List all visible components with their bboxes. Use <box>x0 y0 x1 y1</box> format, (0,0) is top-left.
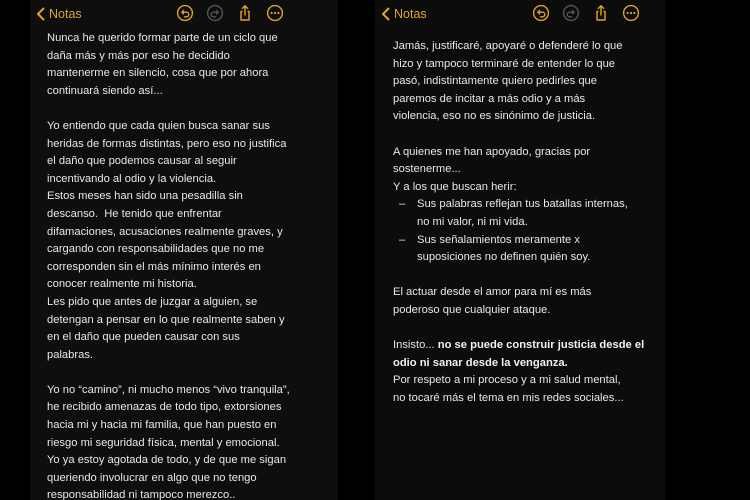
bold-text: odio ni sanar desde la venganza. <box>393 356 568 369</box>
note-line: Les pido que antes de juzgar a alguien, se <box>47 295 258 308</box>
note-body <box>393 38 644 407</box>
note-line: Jamás, justificaré, apoyaré o defenderé lo que <box>393 40 623 52</box>
note-line: incentivando al odio y la violencia. <box>47 172 217 185</box>
note-line: cargando con responsabilidades que no me <box>47 243 265 256</box>
note-line: El actuar desde el amor para mí es más <box>393 286 592 299</box>
note-line: Y a los que buscan herir: <box>393 180 517 193</box>
note-line: palabras. <box>47 348 94 361</box>
note-screen-left <box>30 0 338 500</box>
note-line: heridas de formas distintas, pero eso no justifica <box>47 137 287 150</box>
note-line: corresponden sin el más mínimo interés en <box>47 260 261 273</box>
note-line: mantenerme en silencio, cosa que por ahora <box>47 67 269 80</box>
navigation-bar <box>375 0 665 28</box>
note-line: conocer realmente mi historia. <box>47 278 197 291</box>
note-line: Sus palabras reflejan tus batallas internas, <box>417 198 628 211</box>
note-line: he recibido amenazas de todo tipo, extorsiones <box>47 401 282 414</box>
note-line: hacia mi y hacia mi familia, que han puesto en <box>47 419 277 432</box>
note-line: suposiciones no definen quién soy. <box>417 251 591 264</box>
back-label: Notas <box>394 7 427 21</box>
note-line: Yo ya estoy agotada de todo, y de que me sigan <box>47 454 287 467</box>
back-label: Notas <box>49 7 82 21</box>
note-body <box>47 30 290 500</box>
note-line: el daño que podemos causar al seguir <box>47 155 237 168</box>
note-line: riesgo mi seguridad física, mental y emocional. <box>47 436 280 449</box>
note-screen-right <box>375 0 665 500</box>
share-icon[interactable] <box>236 4 254 22</box>
more-icon[interactable] <box>622 4 640 22</box>
redo-icon[interactable] <box>206 4 224 22</box>
note-line: continuará siendo así... <box>47 84 163 97</box>
note-line: no mi valor, ni mi vida. <box>417 215 528 228</box>
note-line: pasó, indistintamente quiero pedirles que <box>393 75 597 88</box>
undo-icon[interactable] <box>532 4 550 22</box>
navigation-bar <box>30 0 338 28</box>
note-line: paremos de incitar a más odio y a más <box>393 92 586 105</box>
list-item <box>393 196 644 214</box>
note-line: Yo no “camino”, ni mucho menos “vivo tranquila”, <box>47 383 290 396</box>
note-line: Por respeto a mi proceso y a mi salud mental, <box>393 374 621 387</box>
note-line: queriendo involucrar en algo que no tengo <box>47 471 257 484</box>
redo-icon[interactable] <box>562 4 580 22</box>
chevron-left-icon <box>36 7 45 21</box>
share-icon[interactable] <box>592 4 610 22</box>
note-line: hizo y tampoco terminaré de entender lo que <box>393 57 616 70</box>
list-item <box>393 232 644 250</box>
dash-bullet: – <box>399 198 406 211</box>
back-button[interactable] <box>381 5 427 23</box>
note-line: violencia, eso no es sinónimo de justicia. <box>393 110 596 123</box>
note-line <box>393 355 644 373</box>
note-line: Nunca he querido formar parte de un ciclo que <box>47 32 278 44</box>
note-line: Yo entiendo que cada quien busca sanar sus <box>47 119 270 132</box>
bold-text: no se puede construir justicia desde el <box>437 339 645 352</box>
note-line: descanso. He tenido que enfrentar <box>47 207 222 220</box>
note-line: Estos meses han sido una pesadilla sin <box>47 190 243 203</box>
note-line <box>393 337 644 355</box>
note-line: responsabilidad ni tampoco merezco.. <box>47 489 236 500</box>
note-line: no tocaré más el tema en mis redes sociales... <box>393 391 624 404</box>
note-line: daña más y más por eso he decidido <box>47 49 230 62</box>
note-line: poderoso que cualquier ataque. <box>393 303 551 316</box>
note-line: detengan a pensar en lo que realmente saben y <box>47 313 285 326</box>
dash-bullet: – <box>399 233 406 246</box>
note-line: A quienes me han apoyado, gracias por <box>393 145 591 158</box>
back-button[interactable] <box>36 5 82 23</box>
note-line: difamaciones, acusaciones realmente graves, y <box>47 225 283 238</box>
undo-icon[interactable] <box>176 4 194 22</box>
more-icon[interactable] <box>266 4 284 22</box>
note-text: Insisto... <box>393 339 438 352</box>
note-line: Sus señalamientos meramente x <box>417 233 580 246</box>
note-line: en el daño que pueden causar con sus <box>47 331 240 344</box>
note-line: sostenerme... <box>393 163 461 176</box>
chevron-left-icon <box>381 7 390 21</box>
